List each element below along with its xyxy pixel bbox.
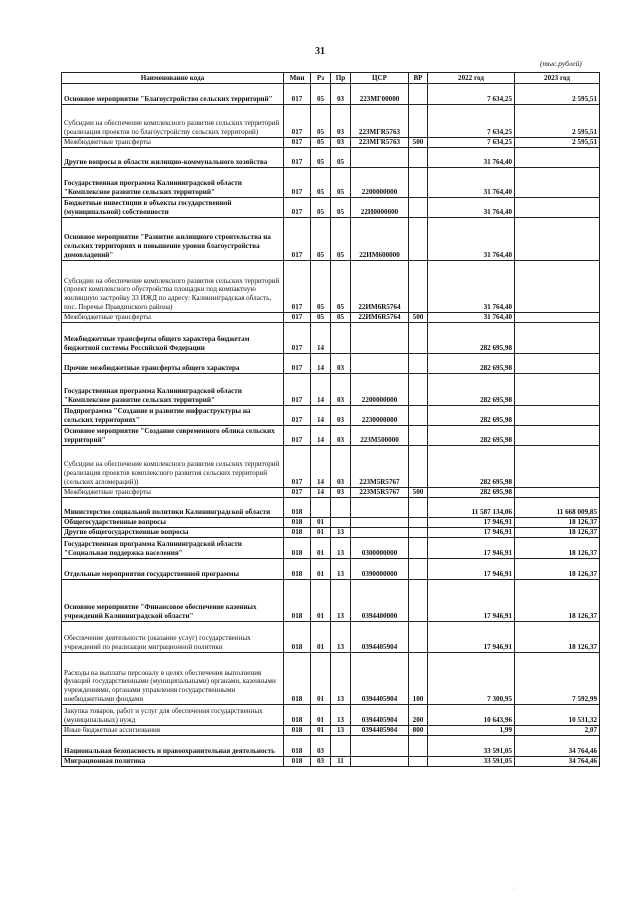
cell-pr: 05 <box>331 198 351 218</box>
cell-rz: 01 <box>311 653 331 705</box>
cell-vr: 200 <box>409 705 428 726</box>
cell-pr: 13 <box>331 538 351 559</box>
cell-rz: 14 <box>311 323 331 354</box>
cell-name: Бюджетные инвестиции в объекты государственной (муниципальной) собственности <box>62 198 284 218</box>
cell-csr: 0394405904 <box>351 622 409 653</box>
cell-name: Межбюджетные трансферты <box>62 138 284 148</box>
cell-name: Межбюджетные трансферты общего характера бюджетам бюджетной системы Российской Федерации <box>62 323 284 354</box>
cell-csr: 22И0000000 <box>351 198 409 218</box>
cell-rz: 03 <box>311 757 331 767</box>
cell-vr <box>409 559 428 580</box>
cell-y2023 <box>515 168 600 198</box>
cell-vr <box>409 538 428 559</box>
table-row <box>62 198 600 218</box>
cell-name: Государственная программа Калининградской области "Комплексное развитие сельских территорий" <box>62 374 284 406</box>
cell-vr <box>409 622 428 653</box>
table-row <box>62 406 600 426</box>
cell-vr: 500 <box>409 138 428 148</box>
cell-csr <box>351 528 409 538</box>
cell-y2023 <box>515 323 600 354</box>
table-row <box>62 105 600 138</box>
header-min: Мин <box>284 73 311 84</box>
cell-pr: 03 <box>331 354 351 374</box>
cell-csr: 2200000000 <box>351 168 409 198</box>
cell-y2022: 17 946,91 <box>428 559 515 580</box>
cell-csr <box>351 736 409 757</box>
cell-name: Подпрограмма "Создание и развитие инфраструктуры на сельских территориях" <box>62 406 284 426</box>
cell-csr: 223МГR5763 <box>351 105 409 138</box>
table-row <box>62 148 600 168</box>
cell-name: Миграционная политика <box>62 757 284 767</box>
cell-min: 017 <box>284 105 311 138</box>
cell-pr: 13 <box>331 705 351 726</box>
table-row <box>62 726 600 736</box>
cell-rz: 05 <box>311 198 331 218</box>
cell-y2023 <box>515 313 600 323</box>
cell-y2022: 17 946,91 <box>428 518 515 528</box>
cell-rz: 01 <box>311 538 331 559</box>
table-row <box>62 622 600 653</box>
cell-csr: 223МГR5763 <box>351 138 409 148</box>
cell-vr <box>409 374 428 406</box>
cell-y2023 <box>515 446 600 488</box>
table-row <box>62 261 600 313</box>
cell-min: 017 <box>284 168 311 198</box>
cell-vr <box>409 528 428 538</box>
cell-y2022: 7 634,25 <box>428 105 515 138</box>
cell-y2022: 1,99 <box>428 726 515 736</box>
cell-vr <box>409 406 428 426</box>
cell-vr <box>409 105 428 138</box>
cell-rz: 05 <box>311 84 331 105</box>
cell-pr: 13 <box>331 726 351 736</box>
cell-vr <box>409 518 428 528</box>
cell-min: 017 <box>284 426 311 446</box>
cell-csr <box>351 498 409 518</box>
cell-name: Другие общегосударственные вопросы <box>62 528 284 538</box>
cell-vr <box>409 446 428 488</box>
cell-min: 017 <box>284 354 311 374</box>
table-row <box>62 498 600 518</box>
table-row <box>62 354 600 374</box>
cell-min: 017 <box>284 138 311 148</box>
cell-name: Межбюджетные трансферты <box>62 488 284 498</box>
cell-csr: 0394405904 <box>351 653 409 705</box>
cell-min: 018 <box>284 538 311 559</box>
cell-pr: 13 <box>331 559 351 580</box>
cell-csr <box>351 518 409 528</box>
cell-rz: 14 <box>311 406 331 426</box>
cell-pr: 13 <box>331 580 351 622</box>
header-rz: Рз <box>311 73 331 84</box>
header-year-2023: 2023 год <box>515 73 600 84</box>
cell-min: 017 <box>284 446 311 488</box>
cell-name: Обеспечение деятельности (оказание услуг) государственных учреждений по реализации миграционной политики <box>62 622 284 653</box>
cell-csr: 2230000000 <box>351 406 409 426</box>
cell-y2023 <box>515 426 600 446</box>
cell-rz: 05 <box>311 148 331 168</box>
cell-csr: 22ИМ600000 <box>351 218 409 261</box>
cell-min: 017 <box>284 198 311 218</box>
cell-csr: 223М5R5767 <box>351 488 409 498</box>
cell-y2023 <box>515 218 600 261</box>
cell-y2022: 282 695,98 <box>428 488 515 498</box>
cell-pr: 11 <box>331 757 351 767</box>
cell-pr: 03 <box>331 138 351 148</box>
cell-pr: 05 <box>331 218 351 261</box>
cell-y2022: 17 946,91 <box>428 528 515 538</box>
cell-name: Прочие межбюджетные трансферты общего характера <box>62 354 284 374</box>
cell-y2023: 34 764,46 <box>515 757 600 767</box>
cell-min: 018 <box>284 757 311 767</box>
cell-vr <box>409 354 428 374</box>
cell-rz: 14 <box>311 374 331 406</box>
cell-min: 018 <box>284 498 311 518</box>
table-row <box>62 374 600 406</box>
table-body <box>62 84 600 767</box>
cell-y2022: 31 764,40 <box>428 261 515 313</box>
cell-rz: 14 <box>311 446 331 488</box>
cell-csr: 0390000000 <box>351 559 409 580</box>
table-row <box>62 736 600 757</box>
table-row <box>62 138 600 148</box>
cell-name: Расходы на выплаты персоналу в целях обеспечения выполнения функций государственными (муниципальными) органами, казенными учреждениями, органами управления государственными внебюджетными фондами <box>62 653 284 705</box>
cell-y2023: 2 595,51 <box>515 105 600 138</box>
cell-y2023 <box>515 406 600 426</box>
cell-min: 018 <box>284 580 311 622</box>
table-row <box>62 313 600 323</box>
cell-y2023: 7 592,99 <box>515 653 600 705</box>
cell-vr <box>409 218 428 261</box>
cell-min: 017 <box>284 488 311 498</box>
header-name: Наименование кода <box>62 73 284 84</box>
cell-csr: 2200000000 <box>351 374 409 406</box>
cell-csr: 0394405904 <box>351 726 409 736</box>
cell-y2023: 2,07 <box>515 726 600 736</box>
cell-y2022: 282 695,98 <box>428 374 515 406</box>
cell-min: 018 <box>284 528 311 538</box>
cell-y2023 <box>515 354 600 374</box>
cell-y2022: 17 946,91 <box>428 538 515 559</box>
cell-min: 018 <box>284 705 311 726</box>
cell-y2022: 17 946,91 <box>428 580 515 622</box>
cell-min: 018 <box>284 622 311 653</box>
cell-min: 017 <box>284 148 311 168</box>
cell-pr: 03 <box>331 488 351 498</box>
table-row <box>62 757 600 767</box>
cell-y2022: 282 695,98 <box>428 446 515 488</box>
cell-vr: 800 <box>409 726 428 736</box>
cell-vr: 100 <box>409 653 428 705</box>
cell-y2022: 10 643,96 <box>428 705 515 726</box>
cell-pr: 03 <box>331 446 351 488</box>
cell-csr <box>351 323 409 354</box>
cell-csr: 223М5R5767 <box>351 446 409 488</box>
cell-pr: 03 <box>331 406 351 426</box>
cell-y2023 <box>515 261 600 313</box>
cell-y2023: 10 531,32 <box>515 705 600 726</box>
cell-y2023 <box>515 488 600 498</box>
table-row <box>62 323 600 354</box>
table-row <box>62 653 600 705</box>
cell-name: Субсидии на обеспечение комплексного развития сельских территорий (реализация проектов по благоустройству сельских территорий) <box>62 105 284 138</box>
cell-min: 017 <box>284 261 311 313</box>
cell-csr: 223М500000 <box>351 426 409 446</box>
cell-name: Другие вопросы в области жилищно-коммунального хозяйства <box>62 148 284 168</box>
cell-csr: 22ИМ6R5764 <box>351 261 409 313</box>
table-row <box>62 84 600 105</box>
cell-vr <box>409 198 428 218</box>
page-number: 31 <box>315 46 325 57</box>
cell-vr <box>409 261 428 313</box>
cell-vr <box>409 426 428 446</box>
cell-vr: 500 <box>409 488 428 498</box>
cell-rz: 14 <box>311 354 331 374</box>
table-row <box>62 518 600 528</box>
cell-name: Иные бюджетные ассигнования <box>62 726 284 736</box>
cell-y2022: 31 764,40 <box>428 198 515 218</box>
table-row <box>62 218 600 261</box>
cell-vr <box>409 84 428 105</box>
cell-vr <box>409 736 428 757</box>
cell-rz: 05 <box>311 105 331 138</box>
cell-y2022: 31 764,40 <box>428 148 515 168</box>
cell-rz: 05 <box>311 138 331 148</box>
cell-y2022: 17 946,91 <box>428 622 515 653</box>
cell-rz: 01 <box>311 726 331 736</box>
cell-rz: 14 <box>311 426 331 446</box>
cell-name: Основное мероприятие "Финансовое обеспечение казенных учреждений Калининградской области" <box>62 580 284 622</box>
cell-pr: 13 <box>331 528 351 538</box>
cell-rz <box>311 498 331 518</box>
table-header-row <box>62 73 600 84</box>
cell-y2022: 7 634,25 <box>428 84 515 105</box>
cell-y2022: 31 764,40 <box>428 218 515 261</box>
cell-y2022: 7 300,95 <box>428 653 515 705</box>
cell-y2023: 18 126,37 <box>515 528 600 538</box>
cell-y2022: 282 695,98 <box>428 323 515 354</box>
cell-rz: 01 <box>311 518 331 528</box>
cell-rz: 05 <box>311 168 331 198</box>
cell-y2022: 31 764,40 <box>428 168 515 198</box>
cell-y2022: 282 695,98 <box>428 354 515 374</box>
cell-vr <box>409 580 428 622</box>
cell-pr: 13 <box>331 622 351 653</box>
cell-min: 018 <box>284 726 311 736</box>
cell-pr <box>331 498 351 518</box>
cell-name: Межбюджетные трансферты <box>62 313 284 323</box>
cell-rz: 05 <box>311 313 331 323</box>
cell-min: 017 <box>284 313 311 323</box>
cell-vr <box>409 148 428 168</box>
header-year-2022: 2022 год <box>428 73 515 84</box>
cell-csr: 0300000000 <box>351 538 409 559</box>
cell-y2022: 33 591,05 <box>428 736 515 757</box>
cell-name: Основное мероприятие "Благоустройство сельских территорий" <box>62 84 284 105</box>
cell-vr: 500 <box>409 313 428 323</box>
cell-pr <box>331 518 351 528</box>
table-row <box>62 168 600 198</box>
cell-pr: 13 <box>331 653 351 705</box>
cell-name: Основное мероприятие "Создание современного облика сельских территорий" <box>62 426 284 446</box>
cell-min: 017 <box>284 84 311 105</box>
cell-y2023: 18 126,37 <box>515 622 600 653</box>
budget-table <box>61 72 600 767</box>
cell-min: 017 <box>284 406 311 426</box>
cell-pr <box>331 736 351 757</box>
table-row <box>62 705 600 726</box>
cell-min: 018 <box>284 518 311 528</box>
cell-y2023: 11 668 009,85 <box>515 498 600 518</box>
cell-rz: 01 <box>311 705 331 726</box>
cell-csr <box>351 354 409 374</box>
corner-mark: · <box>513 886 515 892</box>
cell-y2023: 2 595,51 <box>515 84 600 105</box>
cell-rz: 01 <box>311 622 331 653</box>
header-pr: Пр <box>331 73 351 84</box>
table-row <box>62 488 600 498</box>
cell-rz: 03 <box>311 736 331 757</box>
cell-rz: 05 <box>311 261 331 313</box>
units-caption: (тыс.рублей) <box>540 59 582 68</box>
cell-y2022: 7 634,25 <box>428 138 515 148</box>
cell-csr: 22ИМ6R5764 <box>351 313 409 323</box>
cell-name: Общегосударственные вопросы <box>62 518 284 528</box>
cell-csr: 223МГ00000 <box>351 84 409 105</box>
cell-csr: 0394400000 <box>351 580 409 622</box>
cell-min: 018 <box>284 653 311 705</box>
cell-name: Национальная безопасность и правоохранительная деятельность <box>62 736 284 757</box>
cell-pr: 05 <box>331 261 351 313</box>
cell-vr <box>409 757 428 767</box>
cell-csr <box>351 148 409 168</box>
cell-y2022: 282 695,98 <box>428 426 515 446</box>
cell-y2023 <box>515 374 600 406</box>
cell-vr <box>409 498 428 518</box>
header-vr: ВР <box>409 73 428 84</box>
cell-rz: 01 <box>311 528 331 538</box>
cell-pr: 05 <box>331 313 351 323</box>
cell-min: 017 <box>284 218 311 261</box>
cell-y2023: 34 764,46 <box>515 736 600 757</box>
cell-min: 017 <box>284 374 311 406</box>
cell-y2022: 33 591,05 <box>428 757 515 767</box>
cell-rz: 01 <box>311 559 331 580</box>
cell-y2022: 282 695,98 <box>428 406 515 426</box>
cell-name: Основное мероприятие "Развитие жилищного строительства на сельских территориях и повышение уровня благоустройства домовладений" <box>62 218 284 261</box>
cell-y2023: 18 126,37 <box>515 538 600 559</box>
cell-csr: 0394405904 <box>351 705 409 726</box>
cell-name: Государственная программа Калининградской области "Комплексное развитие сельских территорий" <box>62 168 284 198</box>
cell-csr <box>351 757 409 767</box>
cell-name: Министерство социальной политики Калининградской области <box>62 498 284 518</box>
table-row <box>62 528 600 538</box>
header-csr: ЦСР <box>351 73 409 84</box>
cell-y2023 <box>515 148 600 168</box>
cell-min: 017 <box>284 323 311 354</box>
table-row <box>62 426 600 446</box>
table-row <box>62 446 600 488</box>
cell-pr: 05 <box>331 168 351 198</box>
cell-pr: 03 <box>331 105 351 138</box>
cell-pr <box>331 323 351 354</box>
cell-name: Закупка товаров, работ и услуг для обеспечения государственных (муниципальных) нужд <box>62 705 284 726</box>
table-row <box>62 580 600 622</box>
table-row <box>62 538 600 559</box>
cell-y2023: 18 126,37 <box>515 518 600 528</box>
cell-y2023: 18 126,37 <box>515 580 600 622</box>
cell-name: Отдельные мероприятия государственной программы <box>62 559 284 580</box>
table-row <box>62 559 600 580</box>
cell-name: Субсидии на обеспечение комплексного развития сельских территорий (реализация проектов комплексного развития сельских территорий (сельских агломераций)) <box>62 446 284 488</box>
cell-y2023: 18 126,37 <box>515 559 600 580</box>
cell-min: 018 <box>284 559 311 580</box>
cell-name: Субсидии на обеспечение комплексного развития сельских территорий (проект комплексного обустройства площадки под компактную жилищную застройку 33 ИЖД по адресу: Калининградская область, пос. Поречье Правдинского района) <box>62 261 284 313</box>
cell-vr <box>409 323 428 354</box>
cell-pr: 03 <box>331 374 351 406</box>
cell-vr <box>409 168 428 198</box>
cell-pr: 05 <box>331 148 351 168</box>
cell-y2022: 31 764,40 <box>428 313 515 323</box>
cell-y2022: 11 587 134,06 <box>428 498 515 518</box>
cell-min: 018 <box>284 736 311 757</box>
cell-rz: 05 <box>311 218 331 261</box>
cell-y2023: 2 595,51 <box>515 138 600 148</box>
cell-rz: 14 <box>311 488 331 498</box>
cell-name: Государственная программа Калининградской области "Социальная поддержка населения" <box>62 538 284 559</box>
cell-rz: 01 <box>311 580 331 622</box>
cell-y2023 <box>515 198 600 218</box>
cell-pr: 03 <box>331 426 351 446</box>
cell-pr: 03 <box>331 84 351 105</box>
